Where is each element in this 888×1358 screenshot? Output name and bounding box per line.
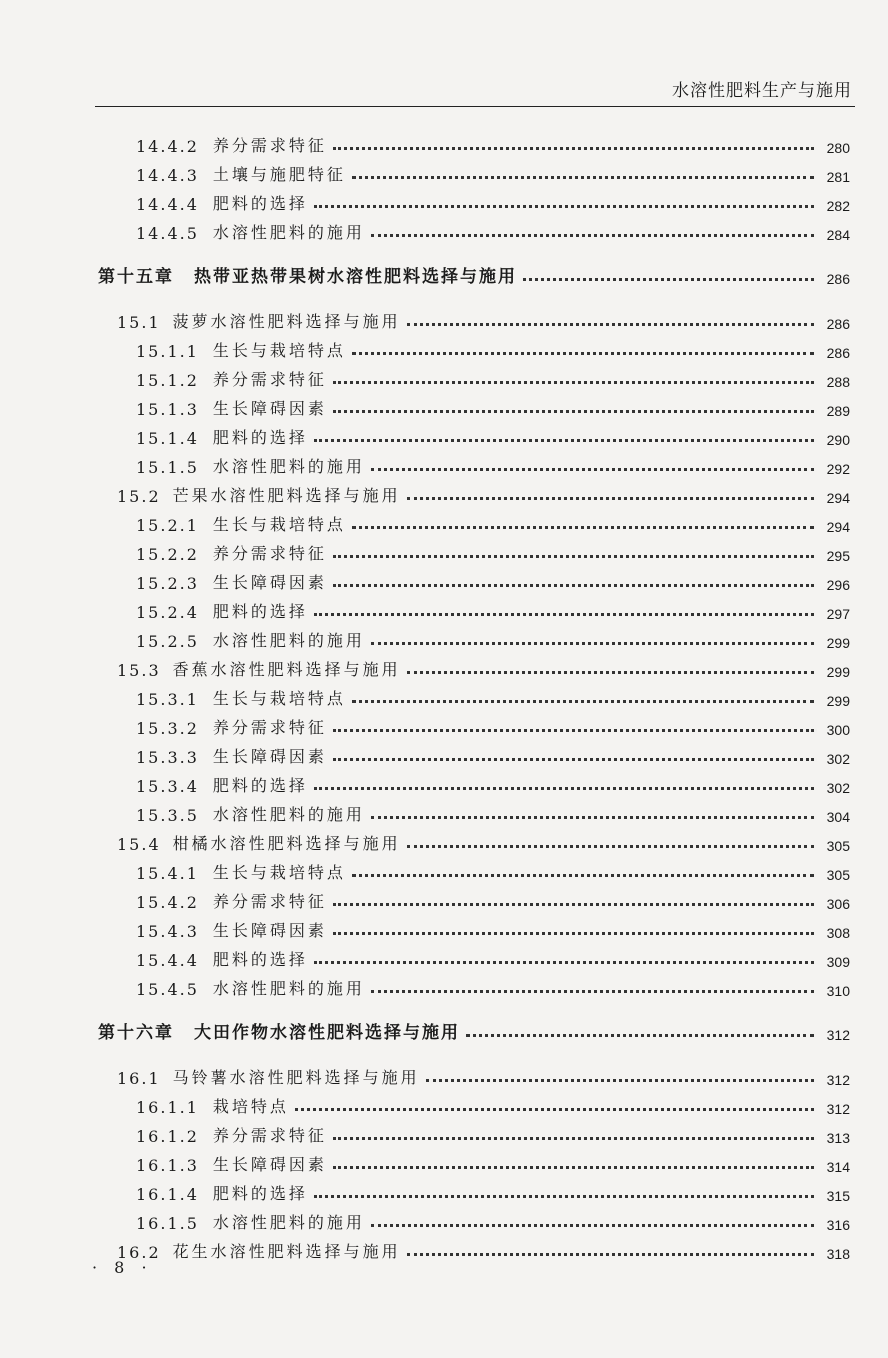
dot-leader — [314, 787, 814, 790]
toc-entry[interactable] — [0, 855, 850, 883]
dot-leader — [333, 932, 814, 935]
running-header: 水溶性肥料生产与施用 — [672, 81, 852, 101]
toc-entry-page-number: 318 — [826, 1246, 850, 1262]
toc-entry-number: 15.1.4 — [136, 429, 199, 448]
toc-entry-page-number: 306 — [826, 896, 850, 912]
toc-entry-page-number: 312 — [826, 1101, 850, 1117]
dot-leader — [352, 874, 814, 877]
toc-entry-page-number: 313 — [826, 1130, 850, 1146]
toc-entry-title: 土壤与施肥特征 — [212, 165, 346, 184]
toc-entry-title: 肥料的选择 — [212, 950, 308, 969]
toc-entry[interactable] — [0, 333, 850, 361]
dot-leader — [407, 323, 814, 326]
toc-entry-number: 14.4.4 — [136, 195, 199, 214]
dot-leader — [333, 410, 814, 413]
toc-entry-page-number: 309 — [826, 954, 850, 970]
dot-leader — [333, 555, 814, 558]
toc-entry[interactable] — [0, 536, 850, 564]
page-footer-number: · 8 · — [92, 1258, 153, 1277]
toc-entry-title: 热带亚热带果树水溶性肥料选择与施用 — [194, 267, 517, 287]
dot-leader — [352, 700, 814, 703]
toc-entry[interactable] — [0, 1147, 850, 1175]
toc-entry-page-number: 286 — [826, 271, 850, 287]
toc-entry-title: 生长障碍因素 — [212, 1155, 327, 1174]
dot-leader — [371, 642, 814, 645]
toc-entry-title: 水溶性肥料的施用 — [212, 223, 365, 242]
toc-entry-page-number: 282 — [826, 198, 850, 214]
toc-entry-title: 养分需求特征 — [212, 136, 327, 155]
toc-entry[interactable] — [0, 913, 850, 941]
toc-entry-number: 15.4.3 — [136, 922, 199, 941]
toc-entry-page-number: 312 — [826, 1072, 850, 1088]
toc-entry-number: 14.4.3 — [136, 166, 199, 185]
toc-entry-title: 生长与栽培特点 — [212, 515, 346, 534]
dot-leader — [333, 381, 814, 384]
toc-entry[interactable] — [0, 1060, 850, 1088]
dot-leader — [333, 1137, 814, 1140]
toc-entry-page-number: 284 — [826, 227, 850, 243]
toc-entry-page-number: 310 — [826, 983, 850, 999]
toc-entry-page-number: 286 — [826, 345, 850, 361]
dot-leader — [407, 845, 814, 848]
toc-entry-title: 芒果水溶性肥料选择与施用 — [172, 486, 401, 505]
toc-entry-title: 柑橘水溶性肥料选择与施用 — [172, 834, 401, 853]
toc-entry-title: 养分需求特征 — [212, 1126, 327, 1145]
toc-entry[interactable] — [0, 449, 850, 477]
toc-entry-title: 生长障碍因素 — [212, 747, 327, 766]
toc-entry[interactable] — [0, 942, 850, 970]
toc-entry-number: 15.3.4 — [136, 777, 199, 796]
toc-entry-page-number: 294 — [826, 519, 850, 535]
toc-entry-title: 生长障碍因素 — [212, 921, 327, 940]
toc-entry-title: 养分需求特征 — [212, 892, 327, 911]
toc-entry-title: 水溶性肥料的施用 — [212, 1213, 365, 1232]
toc-entry-page-number: 315 — [826, 1188, 850, 1204]
toc-entry-number: 16.1.2 — [136, 1127, 199, 1146]
toc-entry-number: 15.2.3 — [136, 574, 199, 593]
toc-entry[interactable] — [0, 1089, 850, 1117]
toc-entry-number: 15.4.5 — [136, 980, 199, 999]
toc-entry-page-number: 296 — [826, 577, 850, 593]
toc-entry-number: 第十六章 — [98, 1023, 174, 1043]
toc-entry[interactable] — [0, 186, 850, 214]
dot-leader — [352, 526, 814, 529]
dot-leader — [407, 497, 814, 500]
toc-entry[interactable] — [0, 362, 850, 390]
toc-entry-number: 16.1.3 — [136, 1156, 199, 1175]
toc-entry-page-number: 312 — [826, 1027, 850, 1043]
dot-leader — [371, 816, 814, 819]
toc-entry-number: 15.2.5 — [136, 632, 199, 651]
toc-entry[interactable] — [0, 157, 850, 185]
toc-entry-title: 水溶性肥料的施用 — [212, 805, 365, 824]
toc-entry-page-number: 305 — [826, 867, 850, 883]
toc-entry-number: 第十五章 — [98, 267, 174, 287]
toc-entry-title: 肥料的选择 — [212, 428, 308, 447]
toc-entry-title: 水溶性肥料的施用 — [212, 457, 365, 476]
toc-entry-title: 水溶性肥料的施用 — [212, 631, 365, 650]
toc-entry-title: 马铃薯水溶性肥料选择与施用 — [172, 1068, 420, 1087]
toc-entry-page-number: 302 — [826, 780, 850, 796]
toc-entry-number: 16.1.4 — [136, 1185, 199, 1204]
toc-entry-page-number: 302 — [826, 751, 850, 767]
toc-entry-number: 14.4.2 — [136, 137, 199, 156]
toc-chapter-entry[interactable] — [0, 259, 850, 287]
toc-entry-title: 大田作物水溶性肥料选择与施用 — [194, 1023, 460, 1043]
toc-entry[interactable] — [0, 739, 850, 767]
toc-entry-page-number: 294 — [826, 490, 850, 506]
toc-entry-number: 15.1 — [117, 313, 161, 332]
toc-entry[interactable] — [0, 623, 850, 651]
toc-entry-page-number: 299 — [826, 693, 850, 709]
dot-leader — [333, 758, 814, 761]
toc-entry-title: 生长障碍因素 — [212, 573, 327, 592]
dot-leader — [314, 1195, 814, 1198]
toc-entry[interactable] — [0, 594, 850, 622]
toc-entry[interactable] — [0, 797, 850, 825]
toc-entry-title: 生长与栽培特点 — [212, 863, 346, 882]
toc-entry-page-number: 292 — [826, 461, 850, 477]
dot-leader — [371, 1224, 814, 1227]
toc-entry[interactable] — [0, 128, 850, 156]
toc-entry[interactable] — [0, 1118, 850, 1146]
toc-entry-number: 15.3.3 — [136, 748, 199, 767]
toc-entry-number: 14.4.5 — [136, 224, 199, 243]
toc-entry-title: 肥料的选择 — [212, 776, 308, 795]
toc-entry-number: 15.2 — [117, 487, 161, 506]
dot-leader — [314, 439, 814, 442]
toc-entry[interactable] — [0, 420, 850, 448]
toc-entry[interactable] — [0, 565, 850, 593]
dot-leader — [314, 961, 814, 964]
toc-entry-number: 15.4.1 — [136, 864, 199, 883]
toc-entry-page-number: 297 — [826, 606, 850, 622]
toc-entry[interactable] — [0, 507, 850, 535]
toc-entry-title: 生长障碍因素 — [212, 399, 327, 418]
toc-entry-page-number: 300 — [826, 722, 850, 738]
toc-entry-number: 15.2.2 — [136, 545, 199, 564]
toc-entry[interactable] — [0, 215, 850, 243]
toc-entry-page-number: 286 — [826, 316, 850, 332]
toc-entry-title: 养分需求特征 — [212, 718, 327, 737]
toc-entry-number: 16.1.1 — [136, 1098, 199, 1117]
toc-entry[interactable] — [0, 768, 850, 796]
toc-entry-page-number: 290 — [826, 432, 850, 448]
dot-leader — [523, 278, 814, 281]
toc-entry-page-number: 316 — [826, 1217, 850, 1233]
dot-leader — [333, 584, 814, 587]
toc-entry-page-number: 305 — [826, 838, 850, 854]
toc-entry-number: 15.4 — [117, 835, 161, 854]
toc-entry-page-number: 289 — [826, 403, 850, 419]
dot-leader — [371, 234, 814, 237]
toc-entry-number: 15.2.1 — [136, 516, 199, 535]
toc-entry[interactable] — [0, 652, 850, 680]
toc-entry-number: 15.1.3 — [136, 400, 199, 419]
dot-leader — [466, 1034, 814, 1037]
toc-entry-number: 15.4.4 — [136, 951, 199, 970]
toc-entry[interactable] — [0, 304, 850, 332]
toc-entry-page-number: 281 — [826, 169, 850, 185]
toc-entry-number: 15.3.1 — [136, 690, 199, 709]
toc-entry-title: 养分需求特征 — [212, 544, 327, 563]
toc-entry[interactable] — [0, 971, 850, 999]
toc-entry-number: 15.4.2 — [136, 893, 199, 912]
toc-entry-page-number: 299 — [826, 635, 850, 651]
toc-entry[interactable] — [0, 681, 850, 709]
dot-leader — [295, 1108, 814, 1111]
dot-leader — [371, 468, 814, 471]
toc-entry-number: 16.1.5 — [136, 1214, 199, 1233]
dot-leader — [333, 903, 814, 906]
toc-entry-title: 生长与栽培特点 — [212, 689, 346, 708]
dot-leader — [314, 205, 814, 208]
toc-entry-number: 15.3.5 — [136, 806, 199, 825]
toc-entry-number: 16.2 — [117, 1243, 161, 1262]
toc-entry[interactable] — [0, 1176, 850, 1204]
dot-leader — [314, 613, 814, 616]
toc-entry[interactable] — [0, 710, 850, 738]
dot-leader — [352, 176, 814, 179]
dot-leader — [407, 671, 814, 674]
toc-entry-title: 水溶性肥料的施用 — [212, 979, 365, 998]
header-rule — [95, 106, 855, 107]
toc-entry-page-number: 288 — [826, 374, 850, 390]
toc-entry[interactable] — [0, 1205, 850, 1233]
toc-entry-page-number: 295 — [826, 548, 850, 564]
dot-leader — [333, 729, 814, 732]
toc-entry-number: 15.3.2 — [136, 719, 199, 738]
toc-entry[interactable] — [0, 884, 850, 912]
toc-entry-number: 15.3 — [117, 661, 161, 680]
toc-entry-title: 菠萝水溶性肥料选择与施用 — [172, 312, 401, 331]
toc-entry-title: 香蕉水溶性肥料选择与施用 — [172, 660, 401, 679]
toc-entry[interactable] — [0, 826, 850, 854]
toc-entry-title: 肥料的选择 — [212, 1184, 308, 1203]
toc-entry-number: 15.1.1 — [136, 342, 199, 361]
toc-entry-page-number: 314 — [826, 1159, 850, 1175]
toc-entry-title: 肥料的选择 — [212, 602, 308, 621]
dot-leader — [333, 1166, 814, 1169]
toc-entry-number: 16.1 — [117, 1069, 161, 1088]
dot-leader — [371, 990, 814, 993]
toc-entry-page-number: 308 — [826, 925, 850, 941]
toc-entry-title: 肥料的选择 — [212, 194, 308, 213]
toc-entry[interactable] — [0, 391, 850, 419]
toc-entry-title: 生长与栽培特点 — [212, 341, 346, 360]
toc-entry-title: 花生水溶性肥料选择与施用 — [172, 1242, 401, 1261]
toc-entry-title: 养分需求特征 — [212, 370, 327, 389]
dot-leader — [333, 147, 814, 150]
toc-entry-page-number: 280 — [826, 140, 850, 156]
toc-entry-number: 15.1.2 — [136, 371, 199, 390]
toc-entry-page-number: 304 — [826, 809, 850, 825]
toc-entry[interactable] — [0, 478, 850, 506]
toc-chapter-entry[interactable] — [0, 1015, 850, 1043]
dot-leader — [426, 1079, 814, 1082]
dot-leader — [407, 1253, 814, 1256]
toc-entry-number: 15.1.5 — [136, 458, 199, 477]
toc-entry-page-number: 299 — [826, 664, 850, 680]
toc-entry-number: 15.2.4 — [136, 603, 199, 622]
dot-leader — [352, 352, 814, 355]
toc-entry-title: 栽培特点 — [212, 1097, 289, 1116]
